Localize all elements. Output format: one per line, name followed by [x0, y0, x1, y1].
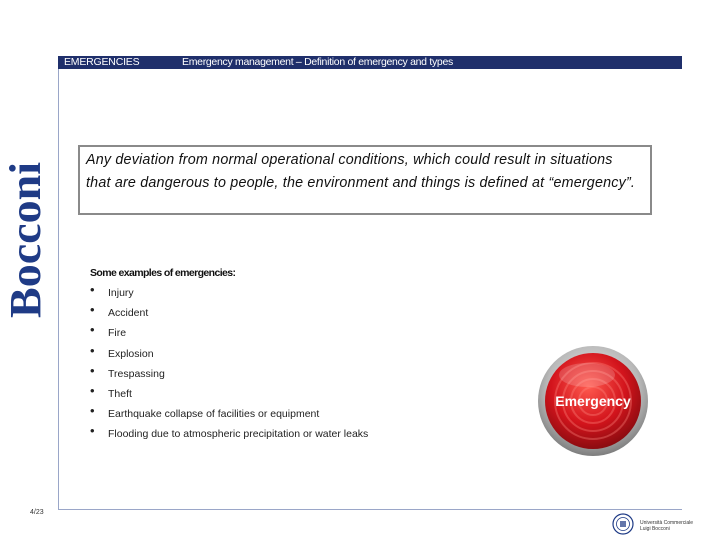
- examples-list: [90, 282, 369, 447]
- list-item: [90, 362, 368, 386]
- page-number: 4/23: [30, 509, 44, 516]
- university-name: [640, 520, 700, 532]
- slide-title: Emergency management – Definition of emergency and types: [182, 56, 453, 68]
- definition-text: Any deviation from normal operational conditions, which could result in situations that are dangerous to people, the environment and things is defined at “emergency”.: [86, 152, 636, 191]
- bullet-icon: •: [90, 403, 95, 419]
- list-item-label: Trespassing: [108, 367, 165, 380]
- bullet-icon: •: [90, 322, 95, 338]
- bullet-icon: •: [90, 302, 95, 318]
- header-section: EMERGENCIES: [64, 56, 140, 68]
- header-bar: [58, 56, 682, 69]
- list-item: [90, 423, 369, 446]
- definition-box: [78, 145, 652, 215]
- list-item-label: Earthquake collapse of facilities or equipment: [108, 408, 320, 421]
- emergency-button-image: [537, 345, 649, 457]
- bullet-icon: •: [90, 362, 95, 378]
- list-item: [90, 403, 368, 426]
- bullet-icon: •: [90, 382, 95, 398]
- list-item-label: Injury: [108, 287, 134, 299]
- list-item-label: Accident: [108, 307, 149, 320]
- list-item-label: Theft: [108, 387, 132, 400]
- list-item: [90, 282, 368, 305]
- examples-heading: Some examples of emergencies:: [90, 267, 236, 279]
- list-item: [90, 322, 368, 345]
- bullet-icon: •: [90, 342, 95, 358]
- list-item-label: Explosion: [108, 347, 154, 360]
- university-name-line2: Luigi Bocconi: [640, 526, 670, 532]
- vertical-divider: [58, 69, 59, 509]
- list-item: [90, 382, 368, 406]
- footer-line: [58, 509, 682, 510]
- list-item-label: Fire: [108, 327, 127, 340]
- list-item-label: Flooding due to atmospheric precipitation or water leaks: [108, 428, 369, 441]
- list-item: [90, 302, 368, 325]
- svg-text:Bocconi: Bocconi: [1, 168, 50, 318]
- university-seal-icon: [612, 513, 634, 535]
- bullet-icon: •: [90, 282, 95, 297]
- university-name-line1: Università Commerciale: [640, 520, 694, 526]
- bocconi-logo: [1, 160, 50, 320]
- bullet-icon: •: [90, 423, 95, 439]
- list-item: [90, 342, 368, 366]
- button-label: Emergency: [555, 393, 631, 409]
